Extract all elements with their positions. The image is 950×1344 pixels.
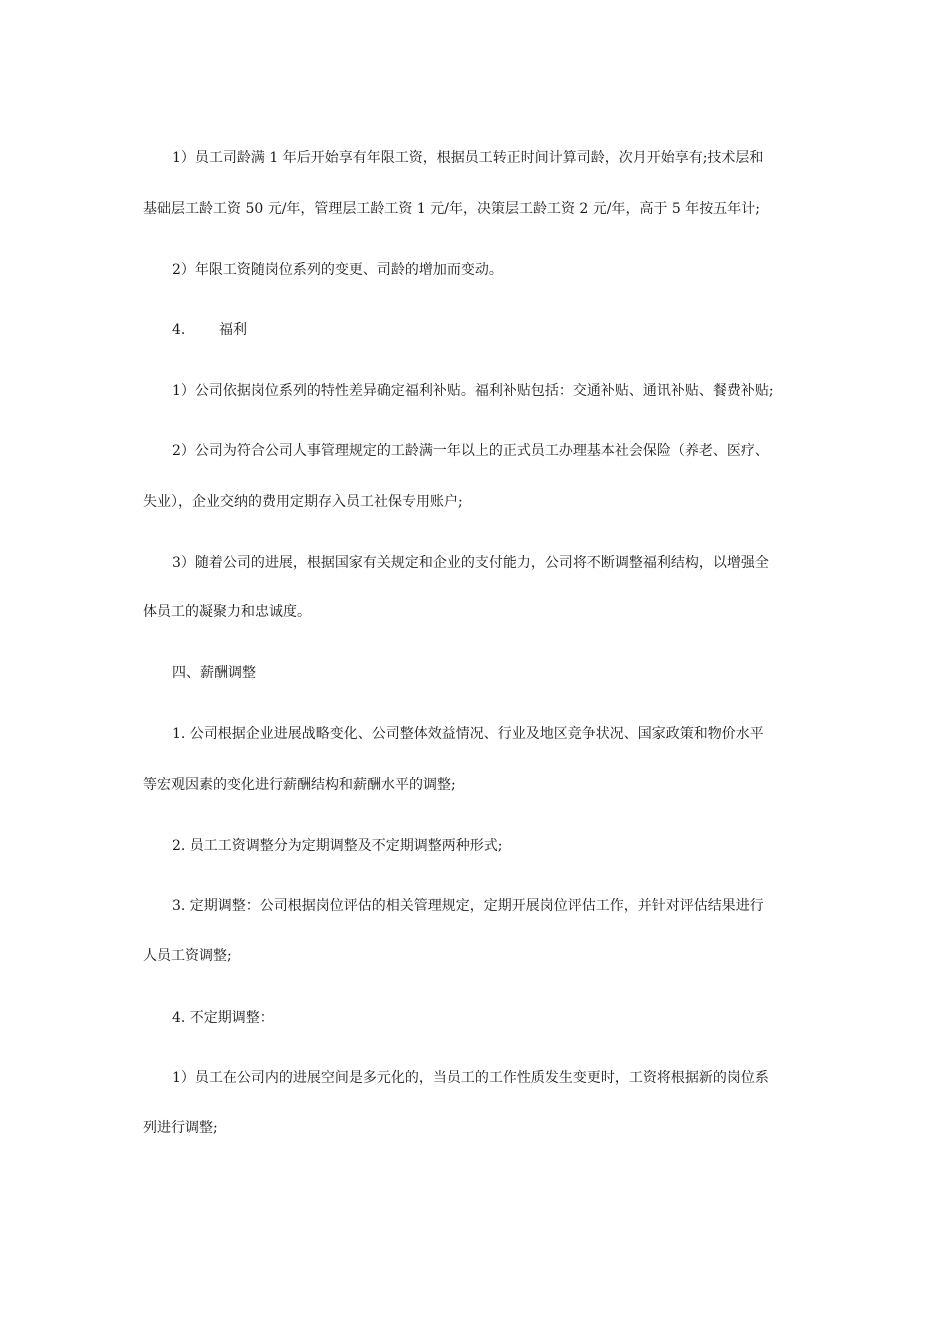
paragraph-welfare-allowance: 1）公司依据岗位系列的特性差异确定福利补贴。福利补贴包括：交通补贴、通讯补贴、餐费补贴; bbox=[172, 383, 774, 399]
heading-welfare-title: 福利 bbox=[219, 322, 247, 338]
paragraph-irregular-adjustment-line1: 1）员工在公司内的进展空间是多元化的，当员工的工作性质发生变更时，工资将根据新的岗位系 bbox=[172, 1070, 769, 1086]
paragraph-seniority-pay-line1: 1）员工司龄满 1 年后开始享有年限工资，根据员工转正时间计算司龄，次月开始享有;技术层和 bbox=[172, 150, 764, 166]
paragraph-welfare-structure-line2: 体员工的凝聚力和忠诚度。 bbox=[143, 604, 311, 620]
paragraph-welfare-structure-line1: 3）随着公司的进展，根据国家有关规定和企业的支付能力，公司将不断调整福利结构，以增强全 bbox=[172, 555, 769, 571]
heading-welfare-number: 4. bbox=[172, 322, 186, 338]
paragraph-irregular-adjustment-line2: 列进行调整; bbox=[143, 1120, 218, 1136]
paragraph-adjustment-basis-line2: 等宏观因素的变化进行薪酬结构和薪酬水平的调整; bbox=[143, 777, 456, 793]
paragraph-regular-adjustment-line1: 3. 定期调整：公司根据岗位评估的相关管理规定，定期开展岗位评估工作，并针对评估结果进行 bbox=[172, 898, 764, 914]
paragraph-seniority-change: 2）年限工资随岗位系列的变更、司龄的增加而变动。 bbox=[172, 262, 503, 278]
paragraph-social-insurance-line2: 失业），企业交纳的费用定期存入员工社保专用账户; bbox=[143, 494, 463, 510]
paragraph-seniority-pay-line2: 基础层工龄工资 50 元/年，管理层工龄工资 1 元/年，决策层工龄工资 2 元/年，高于 5 年按五年计; bbox=[143, 201, 761, 217]
paragraph-adjustment-forms: 2. 员工工资调整分为定期调整及不定期调整两种形式; bbox=[172, 838, 503, 854]
paragraph-regular-adjustment-line2: 人员工资调整; bbox=[143, 948, 232, 964]
paragraph-social-insurance-line1: 2）公司为符合公司人事管理规定的工龄满一年以上的正式员工办理基本社会保险（养老、医疗、 bbox=[172, 443, 769, 459]
section-heading-salary-adjustment: 四、薪酬调整 bbox=[172, 665, 256, 681]
paragraph-adjustment-basis-line1: 1. 公司根据企业进展战略变化、公司整体效益情况、行业及地区竞争状况、国家政策和物价水平 bbox=[172, 726, 764, 742]
paragraph-irregular-adjustment-title: 4. 不定期调整： bbox=[172, 1010, 274, 1026]
